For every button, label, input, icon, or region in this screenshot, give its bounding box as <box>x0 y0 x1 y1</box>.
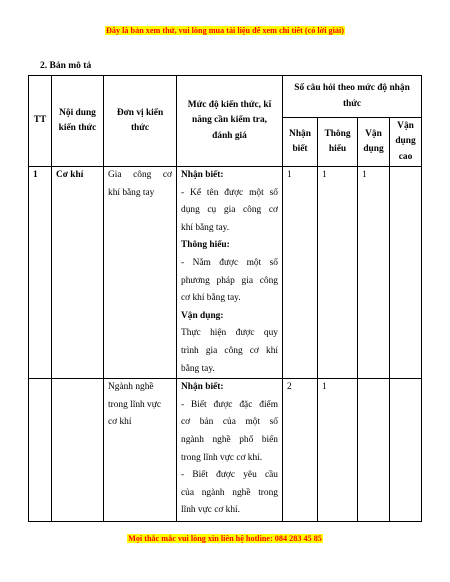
level-label: Vận dụng: <box>181 310 224 321</box>
row-nhan-biet: 1 <box>283 167 318 379</box>
table-row <box>29 379 422 522</box>
row-thong-hieu: 1 <box>318 379 358 522</box>
desc-line: bằng tay. <box>181 363 215 374</box>
row-don-vi <box>104 379 177 522</box>
section-title: 2. Bản mô tả <box>40 61 92 71</box>
don-vi-line: cơ khí <box>108 417 132 428</box>
row-van-dung-cao <box>390 379 422 522</box>
desc-line: phương pháp gia công <box>181 275 278 286</box>
desc-line: trình gia công cơ khí <box>181 345 278 356</box>
header-nhan-biet: Nhận biết <box>283 118 318 167</box>
row-tt <box>29 379 52 522</box>
row-tt: 1 <box>29 167 52 379</box>
row-van-dung-cao <box>390 167 422 379</box>
desc-line: - Biết được yêu cầu <box>181 470 278 481</box>
specification-table <box>28 75 422 522</box>
desc-line: - Nắm được một số <box>181 257 278 268</box>
desc-line: - Biết được đặc điểm <box>181 399 278 410</box>
level-label: Nhận biết: <box>181 382 224 393</box>
level-label: Nhận biết: <box>181 170 224 180</box>
desc-line: cơ bản của một số <box>181 417 278 428</box>
header-muc-do: Mức độ kiến thức, kĩ năng cần kiểm tra, đánh giá <box>177 76 283 167</box>
row-thong-hieu: 1 <box>318 167 358 379</box>
desc-line: Thực hiện được quy <box>181 328 278 339</box>
row-nhan-biet: 2 <box>283 379 318 522</box>
desc-line: cơ khí bằng tay. <box>181 293 241 304</box>
desc-line: dụng cụ gia công cơ <box>181 205 278 216</box>
don-vi-line: Gia công cơ <box>108 170 172 180</box>
desc-line: lĩnh vực cơ khí. <box>181 505 240 516</box>
row-noi-dung: Cơ khí <box>52 167 104 379</box>
header-row-1 <box>29 76 422 118</box>
desc-line: khí bằng tay. <box>181 222 230 233</box>
don-vi-line: Ngành nghề <box>108 382 154 393</box>
table-row <box>29 167 422 379</box>
row-don-vi <box>104 167 177 379</box>
preview-notice-banner: Đây là bản xem thử, vui lòng mua tài liệu để xem chi tiết (có lời giải) <box>105 26 344 35</box>
level-label: Thông hiểu: <box>181 240 230 251</box>
desc-line: trong lĩnh vực cơ khí. <box>181 452 263 463</box>
row-noi-dung <box>52 379 104 522</box>
don-vi-line: trong lĩnh vực <box>108 399 161 410</box>
header-thong-hieu: Thông hiểu <box>318 118 358 167</box>
header-don-vi: Đơn vị kiến thức <box>104 76 177 167</box>
row-muc-do <box>177 379 283 522</box>
header-van-dung: Vận dụng <box>358 118 390 167</box>
desc-line: ngành nghề phổ biến <box>181 434 278 445</box>
desc-line: của ngành nghề trong <box>181 487 278 498</box>
desc-line: - Kể tên được một số <box>181 187 278 198</box>
header-tt: TT <box>29 76 52 167</box>
row-van-dung: 1 <box>358 167 390 379</box>
hotline-banner: Mọi thắc mắc vui lòng xin liên hệ hotline: 084 283 45 85 <box>128 534 322 543</box>
header-noi-dung: Nội dung kiến thức <box>52 76 104 167</box>
header-so-cau: Số câu hỏi theo mức độ nhận thức <box>283 76 422 118</box>
row-van-dung <box>358 379 390 522</box>
row-muc-do <box>177 167 283 379</box>
header-van-dung-cao: Vận dụng cao <box>390 118 422 167</box>
don-vi-line: khí bằng tay <box>108 187 155 198</box>
